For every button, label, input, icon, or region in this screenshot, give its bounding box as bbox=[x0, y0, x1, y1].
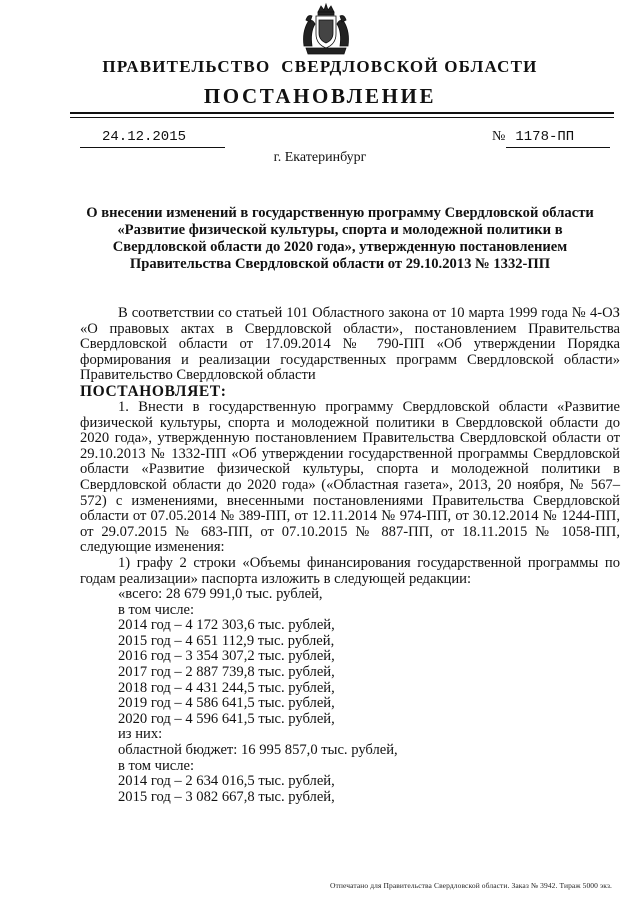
government-name: ПРАВИТЕЛЬСТВО СВЕРДЛОВСКОЙ ОБЛАСТИ bbox=[102, 57, 538, 76]
title-line: Правительства Свердловской области от 29.10.2013 № 1332-ПП bbox=[129, 256, 551, 272]
document-title bbox=[60, 205, 620, 273]
list-item: 2020 год – 4 596 641,5 тыс. рублей, bbox=[118, 710, 335, 727]
list-item: 2014 год – 2 634 016,5 тыс. рублей, bbox=[118, 773, 335, 790]
list-item: 2016 год – 3 354 307,2 тыс. рублей, bbox=[118, 648, 335, 665]
intro-paragraph: В соответствии со статьей 101 Областного закона от 10 марта 1999 года № 4-ОЗ «О правовых актах в Свердловской области», постановлением Правительства Свердловской области от 17.09.2014 № 790-ПП «Об утверждении Порядка формирования и реализации государственных программ Свердловской области» Правительство Свердловской области bbox=[80, 305, 620, 384]
header-thin-rule bbox=[70, 117, 614, 118]
list-item: 2015 год – 4 651 112,9 тыс. рублей, bbox=[118, 632, 335, 649]
list-item: 2014 год – 4 172 303,6 тыс. рублей, bbox=[118, 617, 335, 634]
title-line: Свердловской области до 2020 года», утвержденную постановлением bbox=[112, 239, 568, 255]
subitem-1-paragraph: 1) графу 2 строки «Объемы финансирования государственной программы по годам реализации» паспорта изложить в следующей редакции: bbox=[80, 554, 620, 587]
print-footer: Отпечатано для Правительства Свердловской области. Заказ № 3942. Тираж 5000 экз. bbox=[330, 881, 612, 890]
title-line: О внесении изменений в государственную программу Свердловской области bbox=[86, 205, 594, 221]
list-item: областной бюджет: 16 995 857,0 тыс. рублей, bbox=[118, 742, 398, 759]
document-type: ПОСТАНОВЛЕНИЕ bbox=[203, 84, 437, 108]
list-item: в том числе: bbox=[118, 757, 195, 774]
date-underline bbox=[80, 147, 225, 148]
list-item: 2017 год – 2 887 739,8 тыс. рублей, bbox=[118, 664, 335, 681]
number-sign: № bbox=[492, 129, 506, 144]
city: г. Екатеринбург bbox=[273, 150, 367, 165]
coat-of-arms-icon bbox=[296, 2, 356, 58]
decree-number-block bbox=[492, 129, 574, 145]
decree-number: 1178-ПП bbox=[515, 129, 575, 145]
list-item: «всего: 28 679 991,0 тыс. рублей, bbox=[118, 586, 323, 603]
decree-date: 24.12.2015 bbox=[102, 129, 187, 145]
item-1-paragraph: 1. Внести в государственную программу Свердловской области «Развитие физической культуры, спорта и молодежной политики в Свердловской области до 2020 года», утвержденную постановлением Правительства Свердловской области от 29.10.2013 № 1332-ПП «Об утверждении государственной программы Свердловской области «Развитие физической культуры, спорта и молодежной политики в Свердловской области до 2020 года» («Областная газета», 2013, 20 ноября, № 567–572) с изменениями, внесенными постановлениями Правительства Свердловской области от 07.05.2014 № 389-ПП, от 12.11.2014 № 974-ПП, от 30.12.2014 № 1244-ПП, от 29.07.2015 № 683-ПП, от 07.10.2015 № 887-ПП, от 18.11.2015 № 1058-ПП, следующие изменения: bbox=[80, 398, 620, 556]
decree-word: ПОСТАНОВЛЯЕТ: bbox=[80, 382, 227, 400]
document-body bbox=[80, 306, 620, 805]
header-thick-rule bbox=[70, 112, 614, 114]
financing-list bbox=[80, 587, 620, 805]
list-item: 2018 год – 4 431 244,5 тыс. рублей, bbox=[118, 679, 335, 696]
list-item: в том числе: bbox=[118, 601, 195, 618]
number-underline bbox=[506, 147, 610, 148]
list-item: из них: bbox=[118, 726, 163, 743]
list-item: 2019 год – 4 586 641,5 тыс. рублей, bbox=[118, 695, 335, 712]
list-item: 2015 год – 3 082 667,8 тыс. рублей, bbox=[118, 788, 335, 805]
title-line: «Развитие физической культуры, спорта и молодежной политики в bbox=[117, 222, 563, 238]
